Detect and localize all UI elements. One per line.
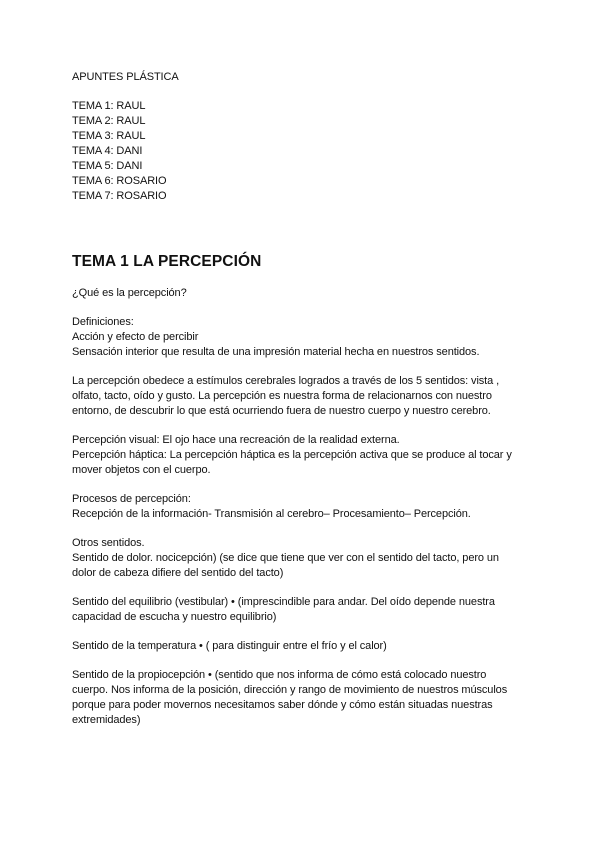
proprioception-line: cuerpo. Nos informa de la posición, dirección y rango de movimiento de nuestros músculos: [72, 684, 508, 696]
spacer: [72, 478, 542, 492]
spacer: [72, 522, 542, 536]
spacer: [72, 85, 542, 99]
topic-item: TEMA 4: DANI: [72, 145, 143, 157]
process-steps: Recepción de la información- Transmisión al cerebro– Procesamiento– Percepción.: [72, 508, 471, 520]
other-senses-title: Otros sentidos.: [72, 537, 145, 549]
proprioception-block: [72, 668, 542, 728]
temperature-sense-line: Sentido de la temperatura • ( para distinguir entre el frío y el calor): [72, 640, 387, 652]
topic-item: TEMA 5: DANI: [72, 160, 143, 172]
proprioception-line: Sentido de la propiocepción • (sentido que nos informa de cómo está colocado nuestro: [72, 669, 487, 681]
perception-types: [72, 433, 542, 478]
balance-sense-line: capacidad de escucha y nuestro equilibrio): [72, 611, 277, 623]
topic-item: TEMA 7: ROSARIO: [72, 190, 167, 202]
haptic-perception-line: mover objetos con el cuerpo.: [72, 464, 211, 476]
spacer: [72, 654, 542, 668]
process-block: [72, 492, 542, 522]
paragraph-line: olfato, tacto, oído y gusto. La percepción es nuestra forma de relacionarnos con nuestro: [72, 390, 492, 402]
topic-item: TEMA 3: RAUL: [72, 130, 146, 142]
paragraph-line: La percepción obedece a estímulos cerebrales logrados a través de los 5 sentidos: vista ,: [72, 375, 500, 387]
haptic-perception-line: Percepción háptica: La percepción háptica es la percepción activa que se produce al tocar y: [72, 449, 512, 461]
definition-line: Acción y efecto de percibir: [72, 331, 199, 343]
spacer: [72, 419, 542, 433]
topic-item: TEMA 2: RAUL: [72, 115, 146, 127]
other-senses-block: [72, 536, 542, 581]
balance-sense-block: [72, 595, 542, 625]
topic-item: TEMA 6: ROSARIO: [72, 175, 167, 187]
document-title: APUNTES PLÁSTICA: [72, 71, 179, 83]
topic-item: TEMA 1: RAUL: [72, 100, 146, 112]
spacer: [72, 625, 542, 639]
definitions-title: Definiciones:: [72, 316, 134, 328]
section-heading: TEMA 1 LA PERCEPCIÓN: [72, 253, 262, 270]
spacer: [72, 360, 542, 374]
balance-sense-line: Sentido del equilibrio (vestibular) • (imprescindible para andar. Del oído depende nuestra: [72, 596, 495, 608]
pain-sense-line: Sentido de dolor. nocicepción) (se dice que tiene que ver con el sentido del tacto, pero un: [72, 552, 499, 564]
spacer: [72, 301, 542, 315]
pain-sense-line: dolor de cabeza difiere del sentido del tacto): [72, 567, 284, 579]
definition-line: Sensación interior que resulta de una impresión material hecha en nuestros sentidos.: [72, 346, 480, 358]
question-text: ¿Qué es la percepción?: [72, 287, 187, 299]
topic-list: [72, 99, 542, 204]
spacer: [72, 581, 542, 595]
proprioception-line: porque para poder movernos necesitamos saber dónde y cómo están situadas nuestras: [72, 699, 493, 711]
stimuli-paragraph: [72, 374, 542, 419]
paragraph-line: entorno, de descubrir lo que está ocurriendo fuera de nuestro cuerpo y nuestro cerebro.: [72, 405, 491, 417]
visual-perception-line: Percepción visual: El ojo hace una recreación de la realidad externa.: [72, 434, 400, 446]
definitions-block: [72, 315, 542, 360]
document-page: [72, 70, 542, 728]
spacer: [72, 204, 542, 252]
proprioception-line: extremidades): [72, 714, 141, 726]
process-title: Procesos de percepción:: [72, 493, 191, 505]
